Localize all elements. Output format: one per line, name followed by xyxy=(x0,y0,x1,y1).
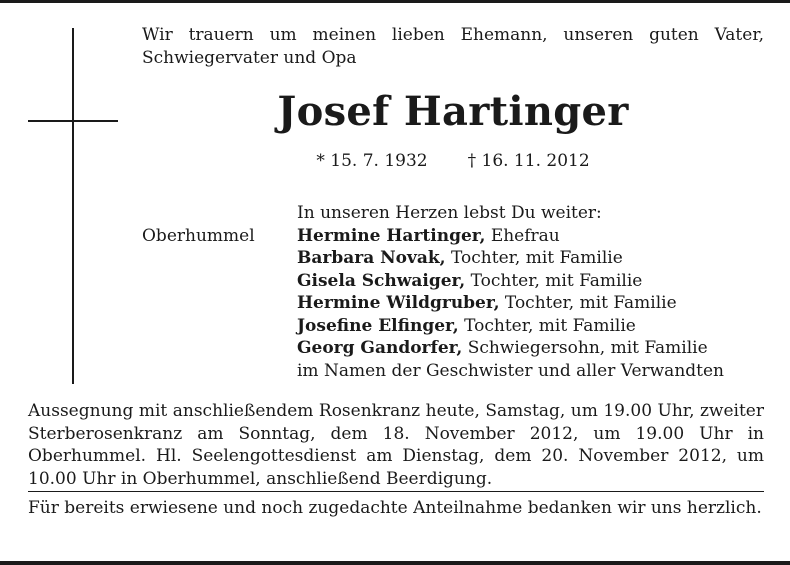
life-dates xyxy=(142,150,764,172)
cross-icon-bar xyxy=(28,120,118,122)
mourners-list xyxy=(297,202,767,382)
list-item xyxy=(297,247,767,270)
mourner-name: Georg Gandorfer, xyxy=(297,338,463,358)
list-item xyxy=(297,270,767,293)
mourner-relation: Schwiegersohn, mit Familie xyxy=(467,338,708,358)
mourner-name: Hermine Hartinger, xyxy=(297,225,486,246)
divider xyxy=(28,491,764,492)
remembrance-line: In unseren Herzen lebst Du weiter: xyxy=(297,203,602,223)
mourner-name: Barbara Novak, xyxy=(297,248,446,268)
list-item xyxy=(297,337,767,360)
mourner-name: Gisela Schwaiger, xyxy=(297,270,466,291)
mourner-relation: Ehefrau xyxy=(490,225,560,246)
list-item xyxy=(297,292,767,315)
deceased-name: Josef Hartinger xyxy=(277,88,629,135)
intro-text: Wir trauern um meinen lieben Ehemann, unseren guten Vater, Schwiegervater und Opa xyxy=(142,25,764,68)
mourner-name: Josefine Elfinger, xyxy=(297,315,459,336)
mourner-relation: Tochter, mit Familie xyxy=(451,248,623,268)
mourner-name: Hermine Wildgruber, xyxy=(297,293,500,313)
mourner-relation: Tochter, mit Familie xyxy=(504,293,677,313)
top-rule xyxy=(0,0,790,3)
service-details: Aussegnung mit anschließendem Rosenkranz heute, Samstag, um 19.00 Uhr, zweiter Sterberosenkranz am Sonntag, dem 18. November 2012, um 19.00 Uhr in Oberhummel. Hl. Seelengottesdienst am Dienstag, dem 20. November 2012, um 10.00 Uhr in Oberhummel, anschließend Beerdigung. xyxy=(28,401,764,489)
birth-date: * 15. 7. 1932 xyxy=(316,151,428,171)
thanks-text: Für bereits erwiesene und noch zugedachte Anteilnahme bedanken wir uns herzlich. xyxy=(28,498,762,518)
cross-icon xyxy=(72,28,74,384)
relatives-note: im Namen der Geschwister und aller Verwandten xyxy=(297,360,724,381)
mourner-relation: Tochter, mit Familie xyxy=(470,270,643,291)
bottom-rule xyxy=(0,561,790,565)
list-item xyxy=(297,225,767,248)
list-item xyxy=(297,315,767,338)
place-name: Oberhummel xyxy=(142,226,255,246)
death-date: † 16. 11. 2012 xyxy=(467,151,590,171)
mourner-relation: Tochter, mit Familie xyxy=(464,315,636,336)
